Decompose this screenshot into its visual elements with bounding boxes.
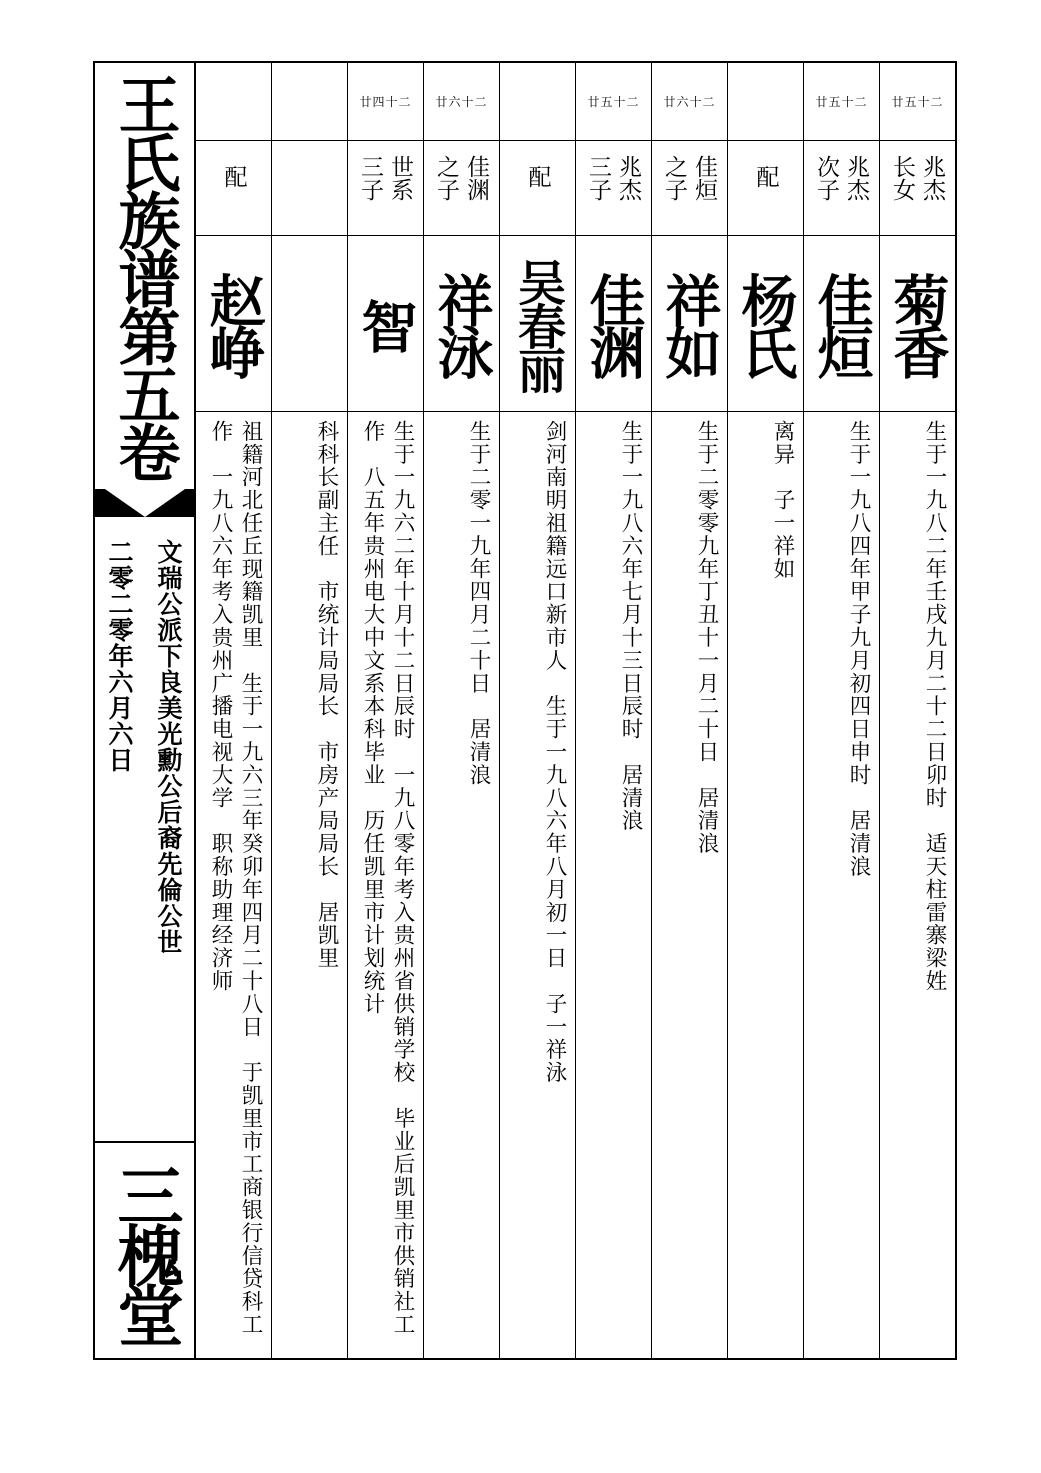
relation-label: 兆杰 次子 [813,155,869,201]
person-name: 菊香 [884,271,951,376]
person-name: 佳渊 [580,271,647,376]
person-name: 赵峥 [200,271,267,376]
genealogy-table [196,63,955,1358]
generation-label: 廿六十二 [435,95,488,109]
person-name: 吴春丽 [509,257,566,390]
volume-title: 王氏族谱第五卷 [108,73,181,479]
generation-label: 廿五十二 [587,95,640,109]
genealogy-page [93,61,957,1360]
person-name: 佳烜 [808,271,875,376]
title-spine [95,63,196,1358]
generation-label: 廿五十二 [815,95,868,109]
generation-label: 廿六十二 [663,95,716,109]
relation-label: 兆杰 长女 [889,155,945,201]
entry-column [728,63,804,1358]
relation-label: 配 [524,165,551,188]
relation-label: 配 [220,165,247,188]
entry-column [576,63,652,1358]
relation-label: 兆杰 三子 [585,155,641,201]
entry-column [500,63,576,1358]
biography-text: 离异 子一祥如 [770,420,795,581]
person-name: 祥泳 [428,271,495,376]
person-name: 杨氏 [732,271,799,376]
biography-text: 生于一九八二年壬戌九月二十二日卯时 适天柱雷寨梁姓 [922,420,947,993]
relation-label: 佳渊 之子 [433,155,489,201]
generation-label: 廿四十二 [359,95,412,109]
relation-label: 世系 三子 [357,155,413,201]
spine-divider [95,1141,194,1143]
biography-text: 生于一九八六年七月十三日辰时 居清浪 [618,420,643,833]
spine-notch-decoration [105,489,185,517]
entry-column [196,63,272,1358]
relation-label: 佳烜 之子 [661,155,717,201]
entry-column [348,63,424,1358]
biography-text: 生于一九六二年十月十二日辰时 一九八零年考入贵州省供销学校 毕业后凯里市供销社工作 八五年贵州电大中文系本科毕业 历任凯里市计划统计 [360,420,415,1336]
person-name: 智 [352,297,419,350]
biography-text: 剑河南明祖籍远口新市人 生于一九八六年八月初一日 子一祥泳 [542,420,567,1085]
relation-label [295,165,325,240]
compile-date: 二零二零年六月六日 [105,539,134,773]
biography-text: 生于一九八四年甲子九月初四日申时 居清浪 [846,420,871,878]
entry-column [880,63,955,1358]
lineage-line: 文瑞公派下良美光勳公后裔先倫公世 [154,539,183,955]
entry-column [804,63,880,1358]
biography-text: 生于二零零九年丁丑十一月二十日 居清浪 [694,420,719,856]
entry-column [424,63,500,1358]
biography-text: 生于二零一九年四月二十日 居清浪 [466,420,491,787]
biography-text: 祖籍河北任丘现籍凯里 生于一九六三年癸卯年四月二十八日 于凯里市工商银行信贷科工作 一九八六年考入贵州广播电视大学 职称助理经济师 [208,420,263,1336]
biography-text: 科科长副主任 市统计局局长 市房产局局长 居凯里 [314,420,339,970]
generation-label: 廿五十二 [891,95,944,109]
entry-column [272,63,348,1358]
hall-name: 三槐堂 [106,1162,184,1342]
relation-label: 配 [752,165,779,188]
person-name: 祥如 [656,271,723,376]
entry-column [652,63,728,1358]
